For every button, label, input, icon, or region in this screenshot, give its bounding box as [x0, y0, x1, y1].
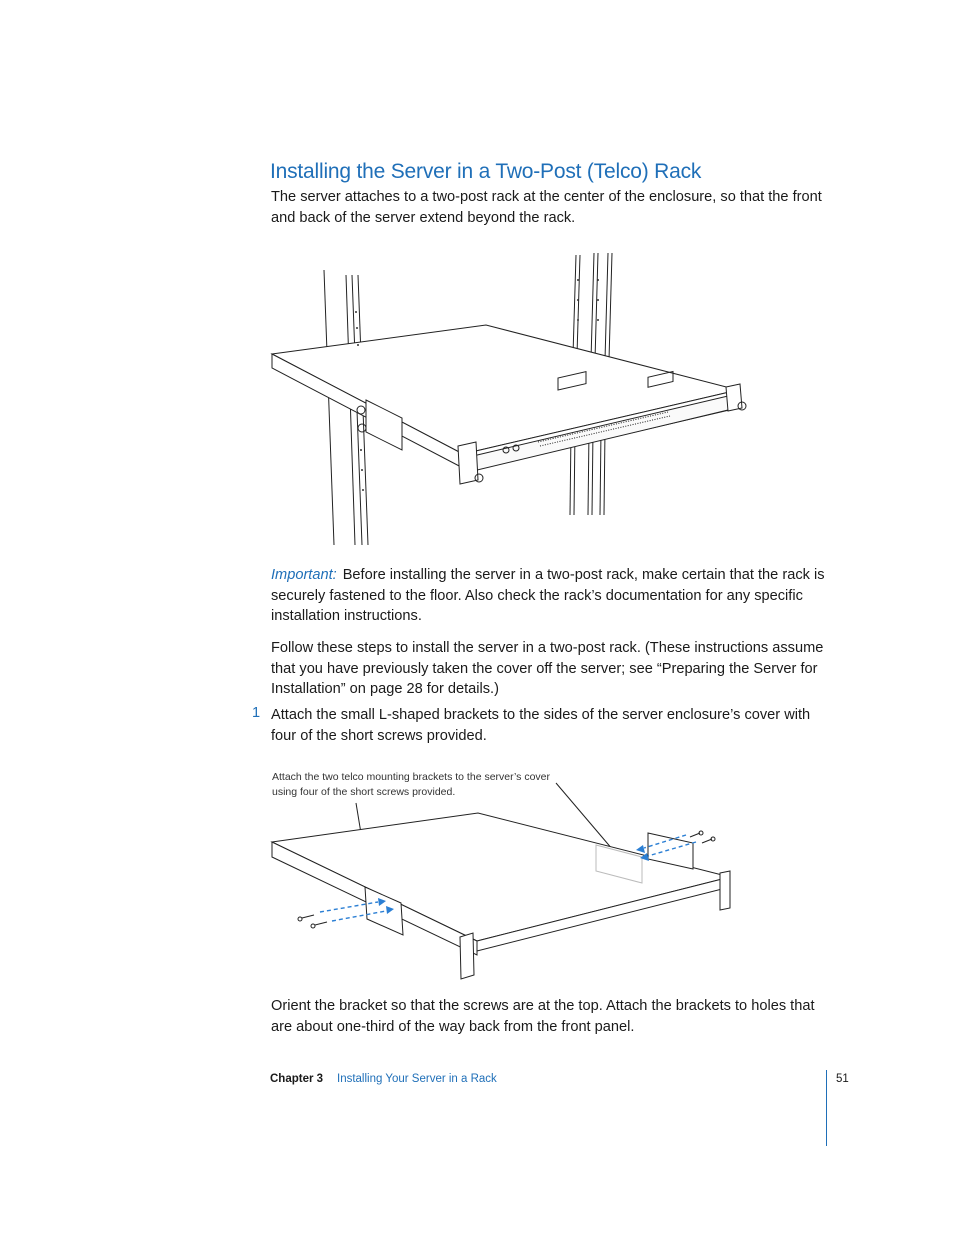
orient-paragraph: Orient the bracket so that the screws are at the top. Attach the brackets to holes that are about one-third of the way back from the front panel.	[271, 998, 815, 1035]
page-title: Installing the Server in a Two-Post (Telco) Rack	[270, 160, 702, 183]
page-number: 51	[836, 1073, 849, 1085]
footer-divider	[826, 1070, 827, 1146]
footer-chapter-title[interactable]: Installing Your Server in a Rack	[337, 1073, 497, 1085]
follow-steps-paragraph: Follow these steps to install the server in a two-post rack. (These instructions assume that you have previously taken the cover off the server; see “Preparing the Server for Installation” on page 28 for details.)	[271, 640, 824, 697]
figure-callout: Attach the two telco mounting brackets to the server’s cover using four of the short screws provided.	[272, 771, 550, 798]
bracket-attachment-illustration	[268, 775, 748, 990]
two-post-rack-illustration	[268, 250, 758, 550]
important-text: Before installing the server in a two-post rack, make certain that the rack is securely fastened to the floor. Also check the rack’s documentation for any specific installation instructions.	[271, 567, 825, 624]
footer-chapter-label: Chapter 3	[270, 1073, 324, 1085]
step-text: Attach the small L-shaped brackets to the sides of the server enclosure’s cover with four of the short screws provided.	[271, 707, 811, 744]
intro-paragraph: The server attaches to a two-post rack at the center of the enclosure, so that the front and back of the server extend beyond the rack.	[271, 189, 822, 226]
important-label: Important:	[271, 567, 337, 583]
important-paragraph	[271, 565, 831, 627]
step-number: 1	[252, 705, 261, 721]
